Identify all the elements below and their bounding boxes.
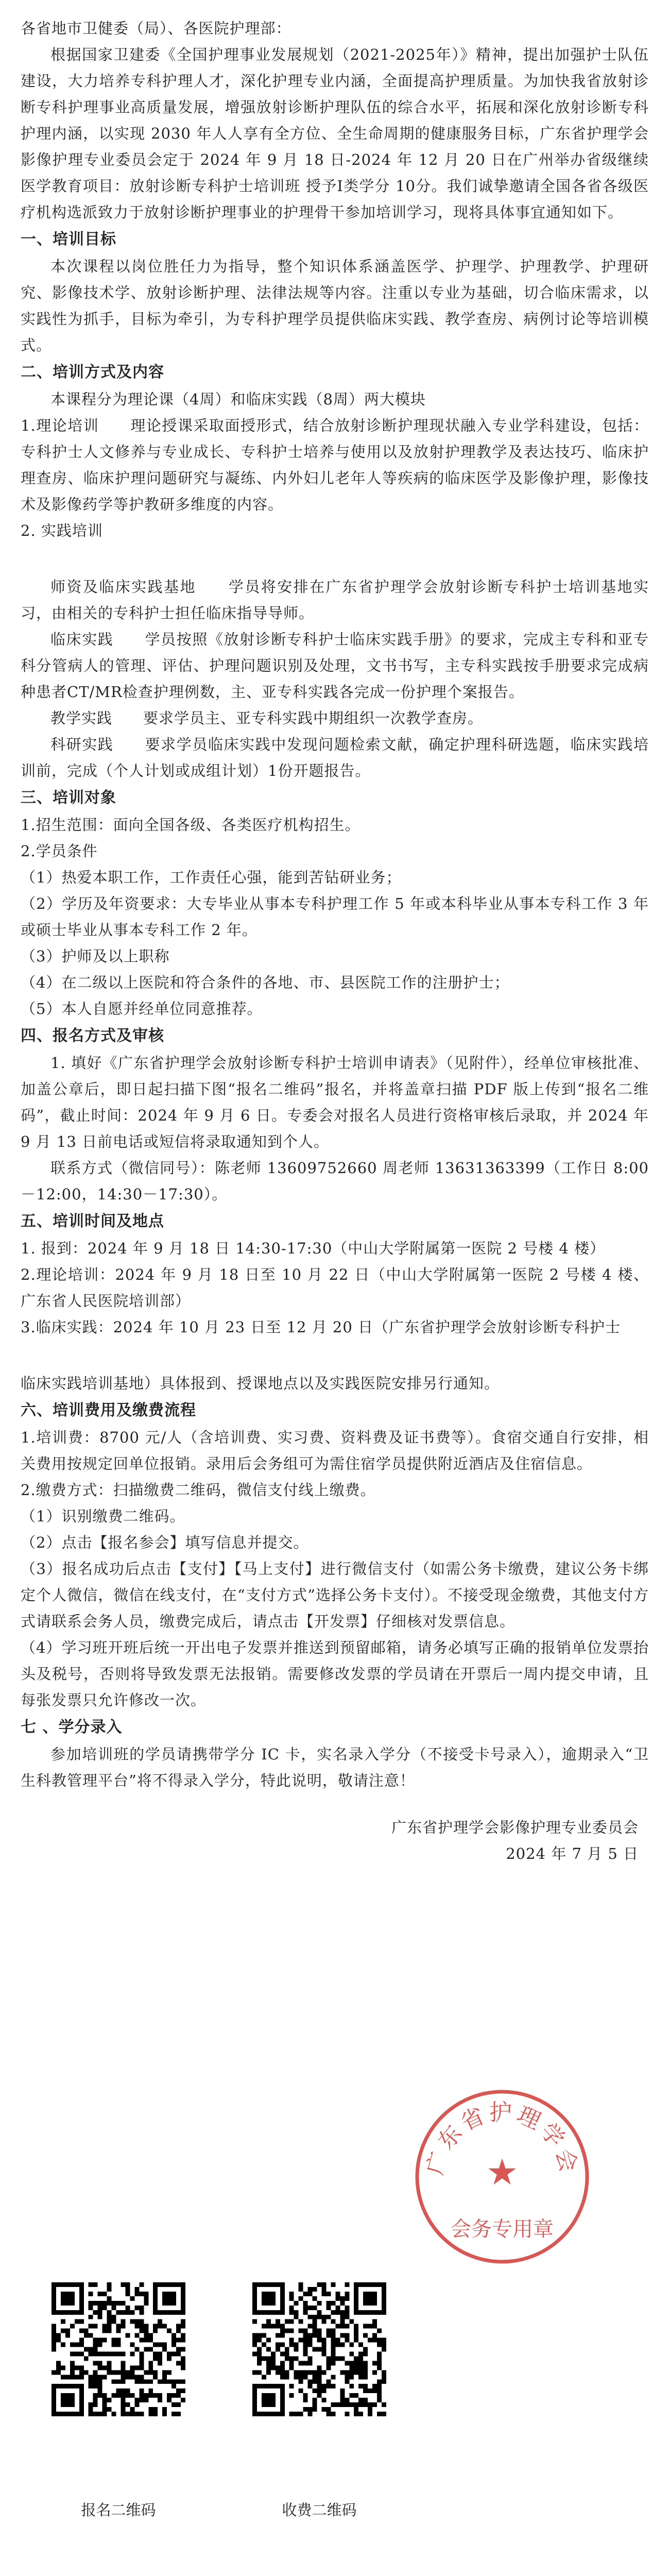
section-5-title: 五、培训时间及地点: [21, 1212, 164, 1230]
section-1-title: 一、培训目标: [21, 230, 116, 248]
seal-text-bottom: 会务专用章: [451, 2217, 554, 2241]
qr-caption-payment: 收费二维码: [282, 2501, 357, 2519]
section-7-title: 七 、学分录入: [21, 1718, 123, 1736]
section-5-continuation: 临床实践培训基地）具体报到、授课地点以及实践医院安排另行通知。: [21, 1375, 500, 1392]
section-5-line: 2.理论培训：2024 年 9 月 18 日至 10 月 22 日（中山大学附属第一医院 2 号楼 4 楼、广东省人民医院培训部）: [21, 1266, 649, 1310]
section-2-title: 二、培训方式及内容: [21, 363, 164, 381]
section-6-line: 1.培训费：8700 元/人（含培训费、实习费、资料费及证书费等）。食宿交通自行安排，相关费用按规定回单位报销。录用后会务组可为需住宿学员提供附近酒店及住宿信息。: [21, 1429, 649, 1472]
section-6-line: 2.缴费方式：扫描缴费二维码，微信支付线上缴费。: [21, 1481, 376, 1499]
svg-text:★: ★: [486, 2151, 519, 2193]
payment-qr[interactable]: [252, 2282, 386, 2520]
seal-icon: [407, 2081, 597, 2272]
section-2-practice-heading: 2. 实践培训: [21, 522, 103, 539]
section-6-line: （4）学习班开班后统一开出电子发票并推送到预留邮箱，请务必填写正确的报销单位发票抬头及税号，否则将导致发票无法报销。需要修改发票的学员请在开票后一周内提交申请，且每张发票只允许修改一次。: [21, 1639, 649, 1709]
section-5-line: 3.临床实践：2024 年 10 月 23 日至 12 月 20 日（广东省护理学会放射诊断专科护士: [21, 1318, 621, 1336]
section-3-line: 2.学员条件: [21, 842, 98, 860]
signature-date: 2024 年 7 月 5 日: [506, 1845, 639, 1862]
notice-document: [21, 15, 649, 1867]
official-seal: [407, 2081, 597, 2272]
section-4-body: 1. 填好《广东省护理学会放射诊断专科护士培训申请表》（见附件），经单位审核批准、加盖公章后，即日起扫描下图“报名二维码”报名，并将盖章扫描 PDF 版上传到“报名二维码”，截止时间：2024 年 9 月 6 日。专委会对报名人员进行资格审核后录取，并 2024 年 9 月 13 日前电话或短信将录取通知到个人。: [21, 1054, 649, 1150]
section-2-research: 科研实践 要求学员临床实践中发现问题检索文献，确定护理科研选题，临床实践培训前，完成（个人计划或成组计划）1份开题报告。: [21, 736, 649, 779]
section-3-line: （1）热爱本职工作，工作责任心强，能到苦钻研业务；: [21, 869, 402, 886]
section-4-contact: 联系方式（微信同号）：陈老师 13609752660 周老师 13631363399（工作日 8:00－12:00，14:30－17:30）。: [21, 1159, 649, 1203]
section-3-line: （5）本人自愿并经单位同意推荐。: [21, 1000, 263, 1018]
signature: 广东省护理学会影像护理专业委员会: [391, 1819, 639, 1836]
qr-code-area: [0, 2282, 669, 2576]
seal-text-top: 广东省护理学会: [421, 2099, 583, 2178]
section-2-clinical: 临床实践 学员按照《放射诊断专科护士临床实践手册》的要求，完成主专科和亚专科分管病人的管理、评估、护理问题识别及处理，文书书写，主专科实践按手册要求完成病种患者CT/MR检查护理例数，主、亚专科实践各完成一份护理个案报告。: [21, 631, 649, 701]
section-2-theory: 1.理论培训 理论授课采取面授形式，结合放射诊断护理现状融入专业学科建设，包括：专科护士人文修养与专业成长、专科护士培养与使用以及放射护理教学及表达技巧、临床护理查房、临床护理问题研究与凝练、内外妇儿老年人等疾病的临床医学及影像护理，影像技术及影像药学等护教研多维度的内容。: [21, 417, 649, 513]
section-6-line: （2）点击【报名参会】填写信息并提交。: [21, 1534, 309, 1551]
intro-paragraph: 根据国家卫建委《全国护理事业发展规划（2021-2025年）》精神，提出加强护士队伍建设，大力培养专科护理人才，深化护理专业内涵，全面提高护理质量。为加快我省放射诊断专科护理事业高质量发展，增强放射诊断护理队伍的综合水平，拓展和深化放射诊断专科护理内涵，以实现 2030 年人人享有全方位、全生命周期的健康服务目标，广东省护理学会影像护理专业委员会定于 2024 年 9 月 18 日-2024 年 12 月 20 日在广州举办省级继续医学教育项目：放射诊断专科护士培训班 授予Ⅰ类学分 10分。我们诚挚邀请全国各省各级医疗机构选派致力于放射诊断护理事业的护理骨干参加培训学习，现将具体事宜通知如下。: [21, 46, 649, 221]
section-3-title: 三、培训对象: [21, 789, 116, 807]
salutation: 各省地市卫健委（局）、各医院护理部：: [21, 20, 291, 37]
registration-qr[interactable]: [52, 2282, 185, 2520]
section-1-body: 本次课程以岗位胜任力为指导，整个知识体系涵盖医学、护理学、护理教学、护理研究、影像技术学、放射诊断护理、法律法规等内容。注重以专业为基础，切合临床需求，以实践性为抓手，目标为牵引，为专科护理学员提供临床实践、教学查房、病例讨论等培训模式。: [21, 258, 649, 354]
section-2-base: 师资及临床实践基地 学员将安排在广东省护理学会放射诊断专科护士培训基地实习，由相关的专科护士担任临床指导导师。: [21, 578, 649, 622]
section-2-teaching: 教学实践 要求学员主、亚专科实践中期组织一次教学查房。: [50, 709, 484, 727]
section-2-intro: 本课程分为理论课（4周）和临床实践（8周）两大模块: [50, 391, 426, 408]
section-4-title: 四、报名方式及审核: [21, 1027, 164, 1045]
qr-code-icon: [52, 2282, 185, 2416]
section-3-line: （2）学历及年资要求：大专毕业从事本专科护理工作 5 年或本科毕业从事本专科工作 3 年或硕士毕业从事本专科工作 2 年。: [21, 895, 649, 939]
section-7-body: 参加培训班的学员请携带学分 IC 卡，实名录入学分（不接受卡号录入），逾期录入“卫生科教管理平台”将不得录入学分，特此说明，敬请注意！: [21, 1745, 649, 1789]
section-3-line: （3）护师及以上职称: [21, 947, 170, 965]
section-5-line: 1. 报到：2024 年 9 月 18 日 14:30-17:30（中山大学附属第一医院 2 号楼 4 楼）: [21, 1240, 606, 1257]
section-6-line: （3）报名成功后点击【支付】【马上支付】进行微信支付（如需公务卡缴费，建议公务卡绑定个人微信，微信在线支付，在“支付方式”选择公务卡支付）。不接受现金缴费，其他支付方式请联系会务人员，缴费完成后，请点击【开发票】仔细核对发票信息。: [21, 1560, 649, 1630]
section-3-line: （4）在二级以上医院和符合条件的各地、市、县医院工作的注册护士；: [21, 974, 510, 991]
qr-code-icon: [252, 2282, 386, 2416]
section-6-title: 六、培训费用及缴费流程: [21, 1401, 196, 1419]
section-6-line: （1）识别缴费二维码。: [21, 1507, 185, 1525]
qr-caption-registration: 报名二维码: [81, 2501, 156, 2519]
section-3-line: 1.招生范围：面向全国各级、各类医疗机构招生。: [21, 816, 361, 834]
